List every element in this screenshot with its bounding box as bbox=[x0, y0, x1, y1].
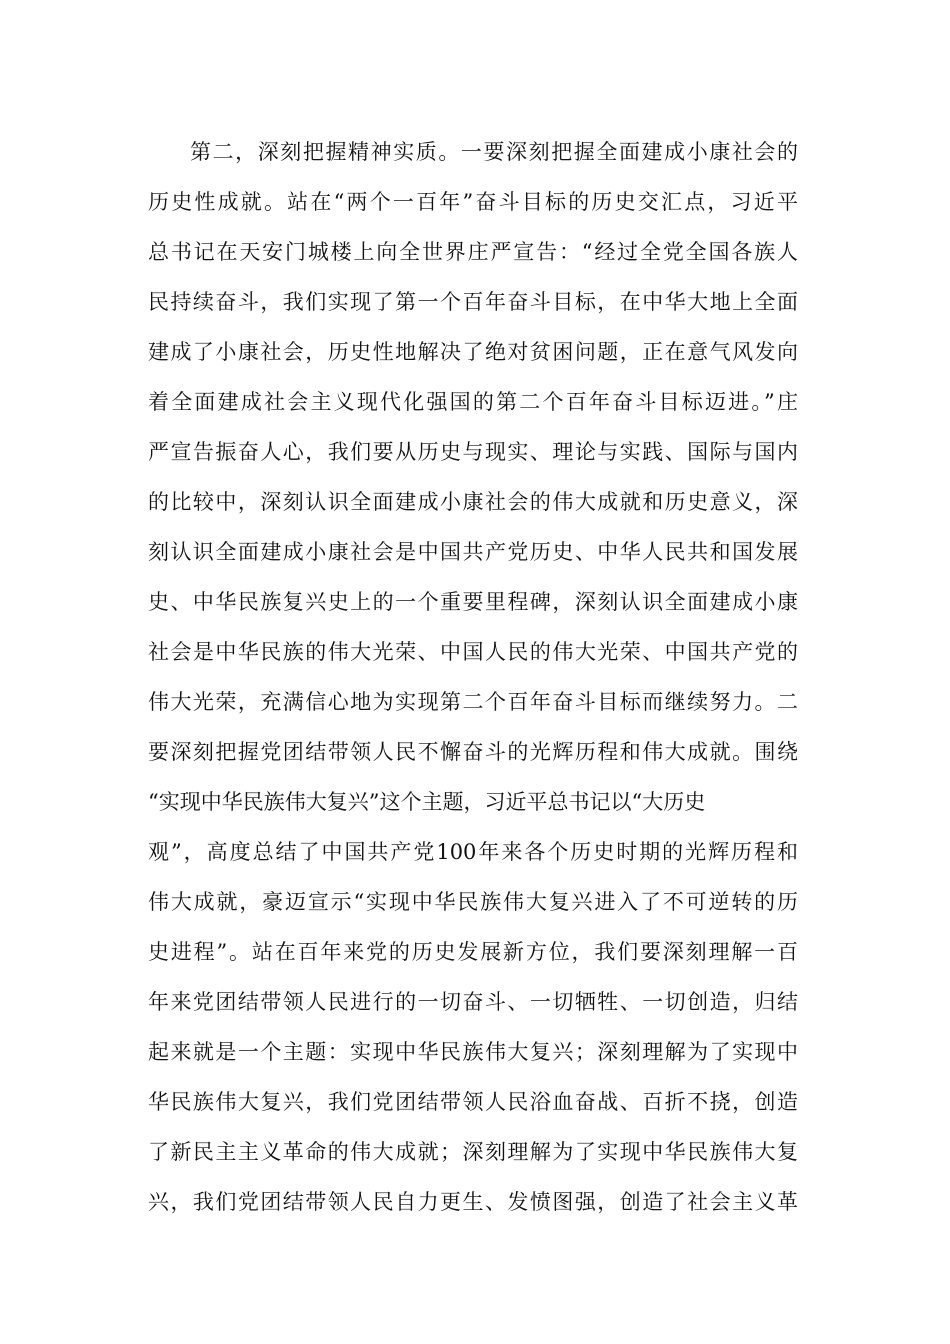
paragraph-line: 兴，我们党团结带领人民自力更生、发愤图强，创造了社会主义革 bbox=[148, 1190, 798, 1214]
paragraph-line: 总书记在天安门城楼上向全世界庄严宣告：“经过全党全国各族人 bbox=[148, 240, 798, 264]
paragraph-line: 的比较中，深刻认识全面建成小康社会的伟大成就和历史意义，深 bbox=[148, 490, 798, 514]
paragraph-line: 观”，高度总结了中国共产党100年来各个历史时期的光辉历程和 bbox=[148, 840, 798, 864]
paragraph-line: “实现中华民族伟大复兴”这个主题，习近平总书记以“大历史 bbox=[148, 790, 706, 814]
paragraph-line: 了新民主主义革命的伟大成就；深刻理解为了实现中华民族伟大复 bbox=[148, 1140, 798, 1164]
paragraph-line: 刻认识全面建成小康社会是中国共产党历史、中华人民共和国发展 bbox=[148, 540, 798, 564]
paragraph-line: 华民族伟大复兴，我们党团结带领人民浴血奋战、百折不挠，创造 bbox=[148, 1090, 798, 1114]
paragraph-line: 起来就是一个主题：实现中华民族伟大复兴；深刻理解为了实现中 bbox=[148, 1040, 798, 1064]
paragraph-line: 史、中华民族复兴史上的一个重要里程碑，深刻认识全面建成小康 bbox=[148, 590, 798, 614]
paragraph-line: 史进程”。站在百年来党的历史发展新方位，我们要深刻理解一百 bbox=[148, 940, 798, 964]
paragraph-line: 要深刻把握党团结带领人民不懈奋斗的光辉历程和伟大成就。围绕 bbox=[148, 740, 798, 764]
paragraph-line: 着全面建成社会主义现代化强国的第二个百年奋斗目标迈进。”庄 bbox=[148, 390, 798, 414]
paragraph-line: 民持续奋斗，我们实现了第一个百年奋斗目标，在中华大地上全面 bbox=[148, 290, 798, 314]
paragraph-line: 年来党团结带领人民进行的一切奋斗、一切牺牲、一切创造，归结 bbox=[148, 990, 798, 1014]
paragraph-line: 伟大成就，豪迈宣示“实现中华民族伟大复兴进入了不可逆转的历 bbox=[148, 890, 798, 914]
paragraph-line: 第二，深刻把握精神实质。一要深刻把握全面建成小康社会的 bbox=[190, 140, 798, 164]
paragraph-line: 伟大光荣，充满信心地为实现第二个百年奋斗目标而继续努力。二 bbox=[148, 690, 798, 714]
paragraph-line: 严宣告振奋人心，我们要从历史与现实、理论与实践、国际与国内 bbox=[148, 440, 798, 464]
paragraph-line: 历史性成就。站在“两个一百年”奋斗目标的历史交汇点，习近平 bbox=[148, 190, 798, 214]
paragraph-line: 建成了小康社会，历史性地解决了绝对贫困问题，正在意气风发向 bbox=[148, 340, 798, 364]
paragraph-line: 社会是中华民族的伟大光荣、中国人民的伟大光荣、中国共产党的 bbox=[148, 640, 798, 664]
